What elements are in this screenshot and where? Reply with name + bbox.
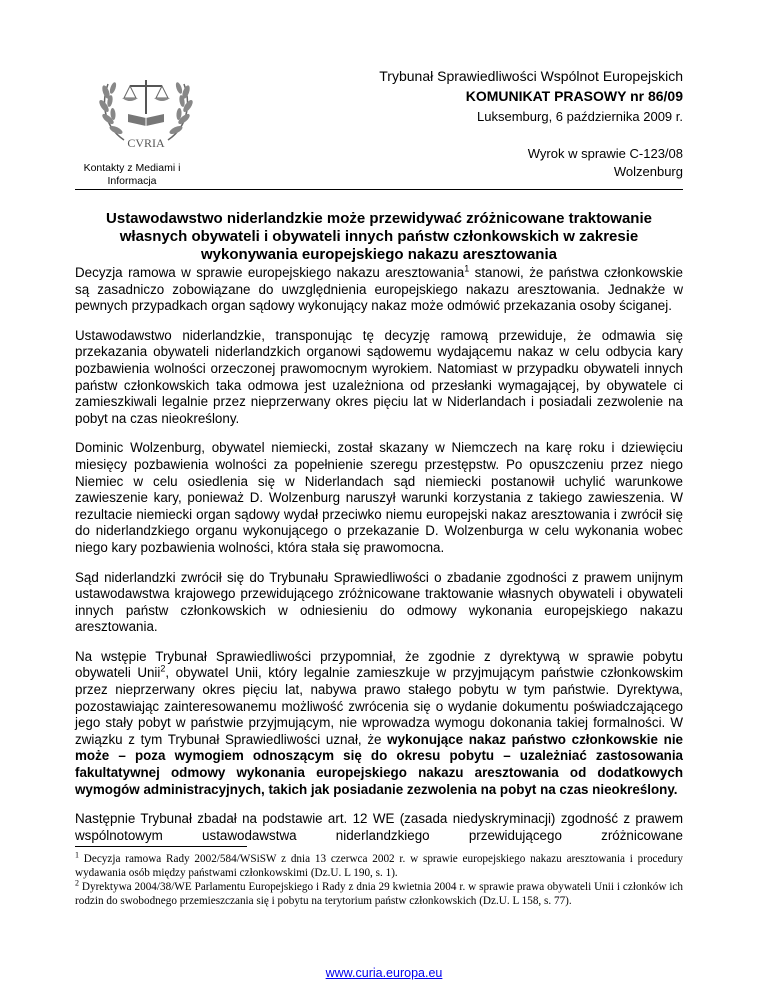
court-name: Trybunał Sprawiedliwości Wspólnot Europejskich [379, 68, 683, 84]
press-release-number: KOMUNIKAT PRASOWY nr 86/09 [465, 88, 683, 104]
logo-caption: Kontakty z Mediami i Informacja [83, 162, 181, 187]
footnote-ref: 1 [464, 263, 470, 274]
footnote-ref: 2 [160, 664, 166, 674]
paragraph: Decyzja ramowa w sprawie europejskiego nakazu aresztowania$^1$ stanowi, że państwa członkowskie są zasadniczo zobowiązane do uwzględnienia europejskiego nakazu aresztowania. Jednakże w pewnych przypadkach organ sądowy wykonujący nakaz może odmówić przekazania osoby ściganej. [75, 263, 683, 314]
footnote-divider [75, 846, 247, 847]
footnote: $^1$ Decyzja ramowa Rady 2002/584/WSiSW z dnia 13 czerwca 2002 r. w sprawie europejskiego nakazu aresztowania i procedury wydawania osób między państwami członkowskimi (Dz.U. L 190, s. 1). [75, 850, 683, 879]
release-date: Luksemburg, 6 października 2009 r. [477, 109, 683, 124]
logo-text: CVRIA [127, 136, 165, 150]
case-number: Wyrok w sprawie C-123/08 [527, 146, 683, 161]
key-holding: wykonujące nakaz państwo członkowskie nie może – poza wymogiem odnoszącym się do okresu pobytu – uzależniać zastosowania fakultatywnej odmowy wykonania europejskiego nakazu aresztowania od dodatkowych wymogów administracyjnych, takich jak posiadanie zezwolenia na pobyt na czas nieokreślony. [75, 731, 683, 797]
paragraph: Na wstępie Trybunał Sprawiedliwości przypomniał, że zgodnie z dyrektywą w sprawie pobytu obywateli Unii$^2$, obywatel Unii, który legalnie zamieszkuje w przyjmującym państwie członkowskim przez nieprzerwany okres pięciu lat, nabywa prawo stałego pobytu w tym państwie. Dyrektywa, pozostawiając zainteresowanemu możliwość zwrócenia się o wydanie dokumentu poświadczającego jego stały pobyt w państwie przyjmującym, nie wprowadza wymogu dokonania takiej formalności. W związku z tym Trybunał Sprawiedliwości uznał, że wykonujące nakaz państwo członkowskie nie może – poza wymogiem odnoszącym się do okresu pobytu – uzależniać zastosowania fakultatywnej odmowy wykonania europejskiego nakazu aresztowania od dodatkowych wymogów administracyjnych, takich jak posiadanie zezwolenia na pobyt na czas nieokreślony. [75, 648, 683, 797]
case-party: Wolzenburg [613, 164, 683, 179]
paragraph: Sąd niderlandzki zwrócił się do Trybunału Sprawiedliwości o zbadanie zgodności z prawem unijnym ustawodawstwa krajowego przewidującego zróżnicowane traktowanie własnych obywateli i obywateli innych państw członkowskich w odniesieniu do odmowy wykonania europejskiego nakazu aresztowania. [75, 569, 683, 635]
press-body [75, 265, 683, 857]
footnote: $^2$ Dyrektywa 2004/38/WE Parlamentu Europejskiego i Rady z dnia 29 kwietnia 2004 r. w sprawie prawa obywateli Unii i członków ich rodzin do swobodnego przemieszczania się i pobytu na terytorium państw członkowskich (Dz.U. L 158, s. 77). [75, 878, 683, 907]
paragraph: Dominic Wolzenburg, obywatel niemiecki, został skazany w Niemczech na karę roku i dziewięciu miesięcy pozbawienia wolności za popełnienie szeregu przestępstw. Po opuszczeniu przez niego Niemiec w celu osiedlenia się w Niderlandach sąd niemiecki postanowił uchylić warunkowe zawieszenie kary, ponieważ D. Wolzenburg naruszył warunki korzystania z takiego zawieszenia. W rezultacie niemiecki organ sądowy wydał przeciwko niemu europejski nakaz aresztowania i zwrócił się do niderlandzkiego organu wykonującego o przekazanie D. Wolzenburga w celu wykonania wobec niego kary pozbawienia wolności, która stała się prawomocna. [75, 440, 683, 555]
press-title: Ustawodawstwo niderlandzkie może przewidywać zróżnicowane traktowanie własnych obywateli i obywateli innych państw członkowskich w zakresie wykonywania europejskiego nakazu aresztowania [106, 210, 652, 263]
press-header [379, 66, 683, 126]
paragraph: Ustawodawstwo niderlandzkie, transponując tę decyzję ramową przewiduje, że odmawia się przekazania obywateli niderlandzkich organowi sądowemu wydającemu nakaz w celu odbycia kary pozbawienia wolności orzeczonej prawomocnym wyrokiem. Natomiast w przypadku obywateli innych państw członkowskich taka odmowa jest uzależniona od przesłanki wymagającej, by obywatele ci zamieszkiwali legalnie przez nieprzerwany okres pięciu lat w Niderlandach i posiadali zezwolenie na pobyt na czas nieokreślony. [75, 327, 683, 426]
curia-logo [76, 62, 216, 162]
paragraph: Następnie Trybunał zbadał na podstawie art. 12 WE (zasada niedyskryminacji) zgodność z prawem wspólnotowym ustawodawstwa niderlandzkiego przewidującego zróżnicowane [75, 811, 683, 843]
header-divider [75, 189, 683, 190]
footnotes [75, 852, 683, 908]
curia-website-link[interactable]: www.curia.europa.eu [325, 966, 443, 980]
judgment-reference [528, 145, 683, 181]
